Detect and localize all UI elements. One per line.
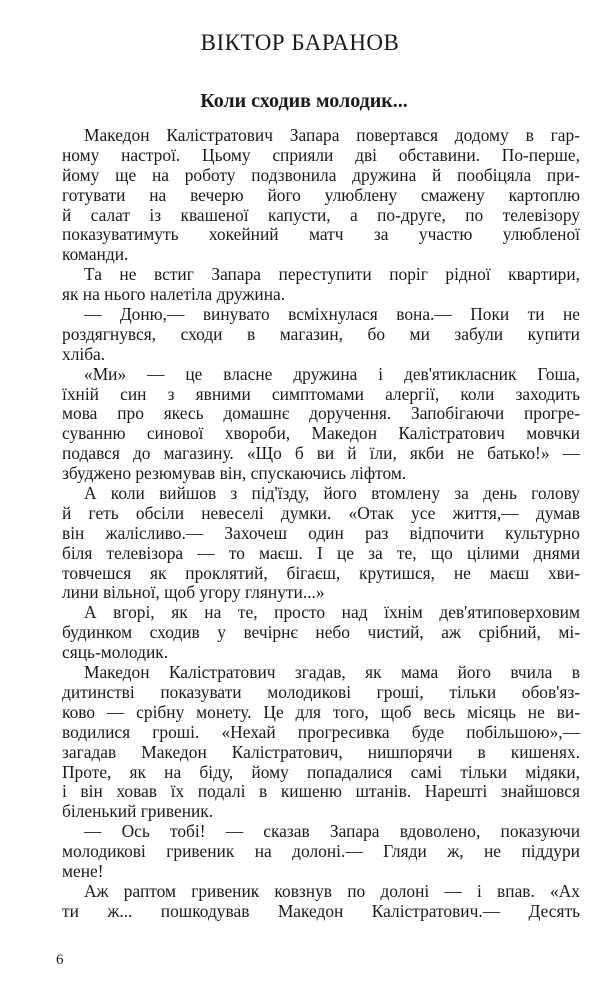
text-line: показуватимуть хокейний матч за участю улюбленої xyxy=(62,224,580,245)
author-name: ВІКТОР БАРАНОВ xyxy=(200,30,400,55)
text-line: роздягнувся, сходи в магазин, бо ми забули купити xyxy=(62,323,580,344)
text-line: подався до магазину. «Що б ви й їли, якби не батько!» — xyxy=(62,443,580,464)
text-line: ково — срібну монету. Це для того, щоб весь місяць не ви- xyxy=(62,701,580,722)
text-line: ному настрої. Цьому сприяли дві обставини. По-перше, xyxy=(62,144,580,165)
text-line: йому ще на роботу подзвонила дружина й пообіцяла при- xyxy=(62,164,580,185)
text-line: біля телевізора — то маєш. І це за те, що цілими днями xyxy=(62,542,580,563)
text-line: ти ж... пошкодував Македон Калістратович.— Десять xyxy=(62,900,580,921)
text-line: — Ось тобі! — сказав Запара вдоволено, показуючи xyxy=(84,821,580,842)
text-line: як на нього налетіла дружина. xyxy=(62,284,286,305)
text-line: А вгорі, як на те, просто над їхнім дев'ятиповерховим xyxy=(84,602,580,623)
text-line: молодикові гривеник на долоні.— Гляди ж, не піддури xyxy=(62,841,580,862)
text-line: й геть обсіли невеселі думки. «Отак усе життя,— думав xyxy=(62,502,580,523)
text-line: Проте, як на біду, йому попадалися самі тільки мідяки, xyxy=(62,761,580,782)
text-line: товчешся як проклятий, бігаєш, крутишся, не маєш хви- xyxy=(62,562,580,583)
text-line: Та не встиг Запара переступити поріг рідної квартири, xyxy=(84,264,580,285)
text-line: Македон Калістратович Запара повертався додому в гар- xyxy=(84,125,580,145)
text-line: загадав Македон Калістратович, нишпорячи в кишенях. xyxy=(62,741,580,762)
text-line: суванню синової хвороби, Македон Калістратович мовчки xyxy=(62,423,580,444)
text-line: їхній син з явними симптомами алергії, коли заходить xyxy=(62,383,580,404)
story-text xyxy=(62,126,580,922)
text-line: й салат із квашеної капусти, а по-друге, по телевізору xyxy=(62,204,580,225)
text-line: — Доню,— винувато всміхнулася вона.— Поки ти не xyxy=(84,304,580,325)
text-line: і він ховав їх подалі в кишеню штанів. Нарешті знайшовся xyxy=(62,781,580,802)
page-number: 6 xyxy=(56,952,64,968)
text-line: водилися гроші. «Нехай прогресивка буде побільшою»,— xyxy=(62,721,580,742)
text-line: він жалісливо.— Захочеш один раз відпочити культурно xyxy=(62,522,580,543)
text-line: мене! xyxy=(62,860,104,881)
text-line: готувати на вечерю його улюблену смажену картоплю xyxy=(62,184,580,205)
text-line: лини вільної, щоб угору глянути...» xyxy=(62,582,325,603)
text-line: дитинстві показувати молодикові гроші, тільки обов'яз- xyxy=(62,681,580,702)
text-line: А коли вийшов з під'їзду, його втомлену за день голову xyxy=(84,483,580,504)
text-line: сяць-молодик. xyxy=(62,642,169,663)
text-line: збуджено резюмував він, спускаючись ліфтом. xyxy=(62,463,407,484)
text-line: «Ми» — це власне дружина і дев'ятикласник Гоша, xyxy=(84,363,580,384)
text-line: біленький гривеник. xyxy=(62,801,214,822)
text-line: мова про якесь домашнє доручення. Запобігаючи прогре- xyxy=(62,403,580,424)
text-line: Аж раптом гривеник ковзнув по долоні — і впав. «Ах xyxy=(84,880,580,901)
text-line: хліба. xyxy=(62,343,106,364)
story-title: Коли сходив молодик... xyxy=(200,90,408,112)
text-line: Македон Калістратович згадав, як мама його вчила в xyxy=(84,662,580,683)
text-line: команди. xyxy=(62,244,129,265)
text-line: будинком сходив у вечірнє небо чистий, аж срібний, мі- xyxy=(62,622,580,643)
